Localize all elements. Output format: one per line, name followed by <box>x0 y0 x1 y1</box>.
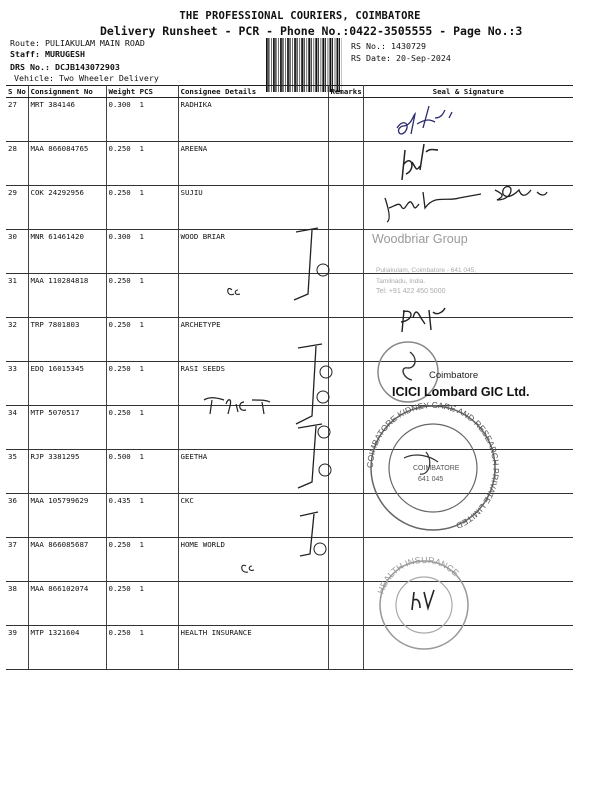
cell-weight: 0.250 <box>108 320 131 329</box>
barcode-bar <box>287 38 289 92</box>
cell-pcs: 1 <box>139 540 144 549</box>
barcode-bar <box>294 38 296 92</box>
barcode-bar <box>297 38 298 92</box>
staff-value: MURUGESH <box>44 49 85 59</box>
cell-sno: 33 <box>6 362 28 406</box>
barcode-bar <box>304 38 305 92</box>
cell-weight: 0.500 <box>108 452 131 461</box>
cell-sno: 36 <box>6 494 28 538</box>
cell-consignment-no: MRT 384146 <box>28 98 106 142</box>
col-pcs-header: PCS <box>139 87 154 96</box>
cell-pcs: 1 <box>139 364 144 373</box>
cell-remarks <box>328 274 363 318</box>
cell-pcs: 1 <box>139 584 144 593</box>
table-header-row <box>6 86 573 98</box>
table-row <box>6 626 573 670</box>
vehicle-line <box>14 73 159 83</box>
col-weight-pcs-header <box>106 86 178 98</box>
cell-signature <box>363 318 573 362</box>
barcode-bar <box>335 38 336 92</box>
cell-weight: 0.250 <box>108 540 131 549</box>
cell-consignment-no: COK 24292956 <box>28 186 106 230</box>
cell-consignment-no: MTP 1321604 <box>28 626 106 670</box>
cell-consignment-no: MTP 5070517 <box>28 406 106 450</box>
cell-remarks <box>328 626 363 670</box>
runsheet-title: Delivery Runsheet - PCR - Phone No.:0422-3505555 - Page No.:3 <box>100 24 523 38</box>
barcode-bar <box>321 38 322 92</box>
cell-signature <box>363 274 573 318</box>
cell-pcs: 1 <box>139 496 144 505</box>
cell-signature <box>363 582 573 626</box>
cell-consignee <box>178 406 328 450</box>
woodbriar-stamp-address: Puliakulam, Coimbatore - 641 045, <box>376 267 477 274</box>
icici-stamp-city: Coimbatore <box>429 370 479 381</box>
vehicle-value: Two Wheeler Delivery <box>58 73 159 83</box>
col-sno-header: S No <box>6 86 28 98</box>
table-row <box>6 230 573 274</box>
cell-sno: 28 <box>6 142 28 186</box>
cell-weight-pcs <box>106 362 178 406</box>
col-remarks-header: Remarks <box>328 86 363 98</box>
col-consignee-header: Consignee Details <box>178 86 328 98</box>
cell-signature <box>363 450 573 494</box>
barcode-bar <box>308 38 310 92</box>
cell-weight-pcs <box>106 98 178 142</box>
cell-weight: 0.250 <box>108 584 131 593</box>
cell-signature <box>363 538 573 582</box>
rs-date-value: 20-Sep-2024 <box>395 53 451 63</box>
cell-consignment-no: MAA 105799629 <box>28 494 106 538</box>
barcode-bar <box>289 38 290 92</box>
cell-consignee: AREENA <box>178 142 328 186</box>
kidney-stamp-center-pin: 641 045 <box>418 476 444 483</box>
barcode-bar <box>307 38 308 92</box>
cell-signature <box>363 406 573 450</box>
cell-consignee: ARCHETYPE <box>178 318 328 362</box>
cell-signature <box>363 494 573 538</box>
cell-sno: 30 <box>6 230 28 274</box>
barcode-bar <box>266 38 268 92</box>
cell-weight-pcs <box>106 186 178 230</box>
cell-pcs: 1 <box>139 276 144 285</box>
barcode-bar <box>273 38 275 92</box>
cell-consignment-no: MAA 866085687 <box>28 538 106 582</box>
barcode-bar <box>268 38 269 92</box>
cell-sno: 31 <box>6 274 28 318</box>
cell-weight-pcs <box>106 318 178 362</box>
barcode-bar <box>339 38 340 92</box>
table-row <box>6 186 573 230</box>
cell-consignee: WOOD BRIAR <box>178 230 328 274</box>
woodbriar-stamp-name: Woodbriar Group <box>372 232 468 246</box>
icici-stamp-name: ICICI Lombard GIC Ltd. <box>392 385 530 399</box>
barcode-bar <box>278 38 279 92</box>
barcode-bar <box>275 38 276 92</box>
table-row <box>6 450 573 494</box>
barcode-bar <box>337 38 339 92</box>
company-name: THE PROFESSIONAL COURIERS, COIMBATORE <box>179 10 421 22</box>
cell-consignee: CKC <box>178 494 328 538</box>
staff-label: Staff: <box>10 49 40 59</box>
cell-signature <box>363 98 573 142</box>
cell-consignment-no: TRP 7801803 <box>28 318 106 362</box>
table-row <box>6 406 573 450</box>
cell-consignment-no: MAA 110284818 <box>28 274 106 318</box>
barcode-bar <box>329 38 331 92</box>
barcode-bar <box>280 38 282 92</box>
cell-consignment-no: EDQ 16015345 <box>28 362 106 406</box>
cell-sno: 37 <box>6 538 28 582</box>
col-weight-header: Weight <box>108 87 136 96</box>
kidney-stamp-ring-text: COIMBATORE KIDNEY CARE AND RESEARCH PRIVATE LIMITED <box>364 399 502 531</box>
cell-pcs: 1 <box>139 232 144 241</box>
cell-weight: 0.250 <box>108 628 131 637</box>
rs-date-line <box>351 53 451 63</box>
barcode-bar <box>299 38 300 92</box>
barcode-bar <box>332 38 333 92</box>
table-row <box>6 142 573 186</box>
cell-consignee <box>178 582 328 626</box>
cell-remarks <box>328 318 363 362</box>
cell-weight: 0.250 <box>108 408 131 417</box>
cell-sno: 35 <box>6 450 28 494</box>
cell-consignment-no: MAA 866084765 <box>28 142 106 186</box>
cell-signature <box>363 186 573 230</box>
cell-remarks <box>328 230 363 274</box>
barcode-bar <box>282 38 283 92</box>
cell-weight: 0.250 <box>108 364 131 373</box>
cell-remarks <box>328 362 363 406</box>
barcode-bar <box>328 38 329 92</box>
woodbriar-stamp-region: Tamilnadu, India. <box>376 278 426 285</box>
staff-line <box>10 49 85 59</box>
drs-label: DRS No.: <box>10 62 50 72</box>
table-row <box>6 538 573 582</box>
cell-signature <box>363 142 573 186</box>
table-row <box>6 582 573 626</box>
table-row <box>6 494 573 538</box>
cell-weight-pcs <box>106 494 178 538</box>
cell-pcs: 1 <box>139 100 144 109</box>
runsheet-table <box>6 85 573 670</box>
cell-consignment-no: MAA 866102074 <box>28 582 106 626</box>
cell-weight-pcs <box>106 450 178 494</box>
cell-pcs: 1 <box>139 408 144 417</box>
cell-sno: 27 <box>6 98 28 142</box>
cell-sno: 38 <box>6 582 28 626</box>
col-consignment-header: Consignment No <box>28 86 106 98</box>
cell-consignee: RASI SEEDS <box>178 362 328 406</box>
barcode-bar <box>301 38 303 92</box>
cell-sno: 32 <box>6 318 28 362</box>
table-row <box>6 318 573 362</box>
cell-consignment-no: MNR 61461420 <box>28 230 106 274</box>
cell-remarks <box>328 186 363 230</box>
rs-date-label: RS Date: <box>351 53 391 63</box>
cell-consignee: HEALTH INSURANCE <box>178 626 328 670</box>
rs-no-label: RS No.: <box>351 41 386 51</box>
cell-pcs: 1 <box>139 188 144 197</box>
route-label: Route: <box>10 38 40 48</box>
cell-sno: 29 <box>6 186 28 230</box>
barcode-bar <box>314 38 315 92</box>
col-signature-header: Seal & Signature <box>363 86 573 98</box>
cell-consignee: HOME WORLD <box>178 538 328 582</box>
cell-sno: 39 <box>6 626 28 670</box>
cell-weight: 0.250 <box>108 144 131 153</box>
barcode-bar <box>285 38 286 92</box>
table-row <box>6 274 573 318</box>
cell-weight-pcs <box>106 582 178 626</box>
cell-remarks <box>328 406 363 450</box>
cell-remarks <box>328 98 363 142</box>
cell-pcs: 1 <box>139 144 144 153</box>
rs-no-value: 1430729 <box>390 41 426 51</box>
cell-sno: 34 <box>6 406 28 450</box>
cell-signature <box>363 230 573 274</box>
barcode <box>266 38 342 92</box>
cell-weight-pcs <box>106 626 178 670</box>
cell-pcs: 1 <box>139 320 144 329</box>
barcode-bar <box>318 38 319 92</box>
cell-consignee: GEETHA <box>178 450 328 494</box>
cell-remarks <box>328 538 363 582</box>
cell-weight: 0.300 <box>108 100 131 109</box>
drs-value: DCJB143072903 <box>54 62 120 72</box>
barcode-bar <box>322 38 324 92</box>
kidney-stamp-center-city: COIMBATORE <box>413 465 460 472</box>
cell-weight: 0.250 <box>108 276 131 285</box>
cell-remarks <box>328 142 363 186</box>
route-line <box>10 38 145 48</box>
cell-weight-pcs <box>106 538 178 582</box>
woodbriar-stamp-phone: Tel: +91 422 450 5000 <box>376 288 446 295</box>
cell-weight: 0.300 <box>108 232 131 241</box>
cell-weight-pcs <box>106 230 178 274</box>
cell-remarks <box>328 450 363 494</box>
barcode-bar <box>292 38 293 92</box>
cell-signature <box>363 626 573 670</box>
barcode-bar <box>271 38 272 92</box>
table-row <box>6 362 573 406</box>
cell-weight-pcs <box>106 274 178 318</box>
cell-consignee <box>178 274 328 318</box>
cell-weight: 0.250 <box>108 188 131 197</box>
drs-line <box>10 62 120 72</box>
cell-consignee: RADHIKA <box>178 98 328 142</box>
cell-signature <box>363 362 573 406</box>
cell-pcs: 1 <box>139 628 144 637</box>
vehicle-label: Vehicle: <box>14 73 54 83</box>
cell-remarks <box>328 582 363 626</box>
cell-pcs: 1 <box>139 452 144 461</box>
table-row <box>6 98 573 142</box>
barcode-bar <box>311 38 312 92</box>
health-stamp-ring-text: HEALTH INSURANCE <box>375 554 461 596</box>
cell-weight-pcs <box>106 406 178 450</box>
rs-no-line <box>351 41 426 51</box>
cell-weight: 0.435 <box>108 496 131 505</box>
route-value: PULIAKULAM MAIN ROAD <box>44 38 145 48</box>
cell-consignment-no: RJP 3381295 <box>28 450 106 494</box>
cell-remarks <box>328 494 363 538</box>
cell-consignee: SUJIU <box>178 186 328 230</box>
barcode-bar <box>325 38 326 92</box>
barcode-bar <box>315 38 317 92</box>
cell-weight-pcs <box>106 142 178 186</box>
